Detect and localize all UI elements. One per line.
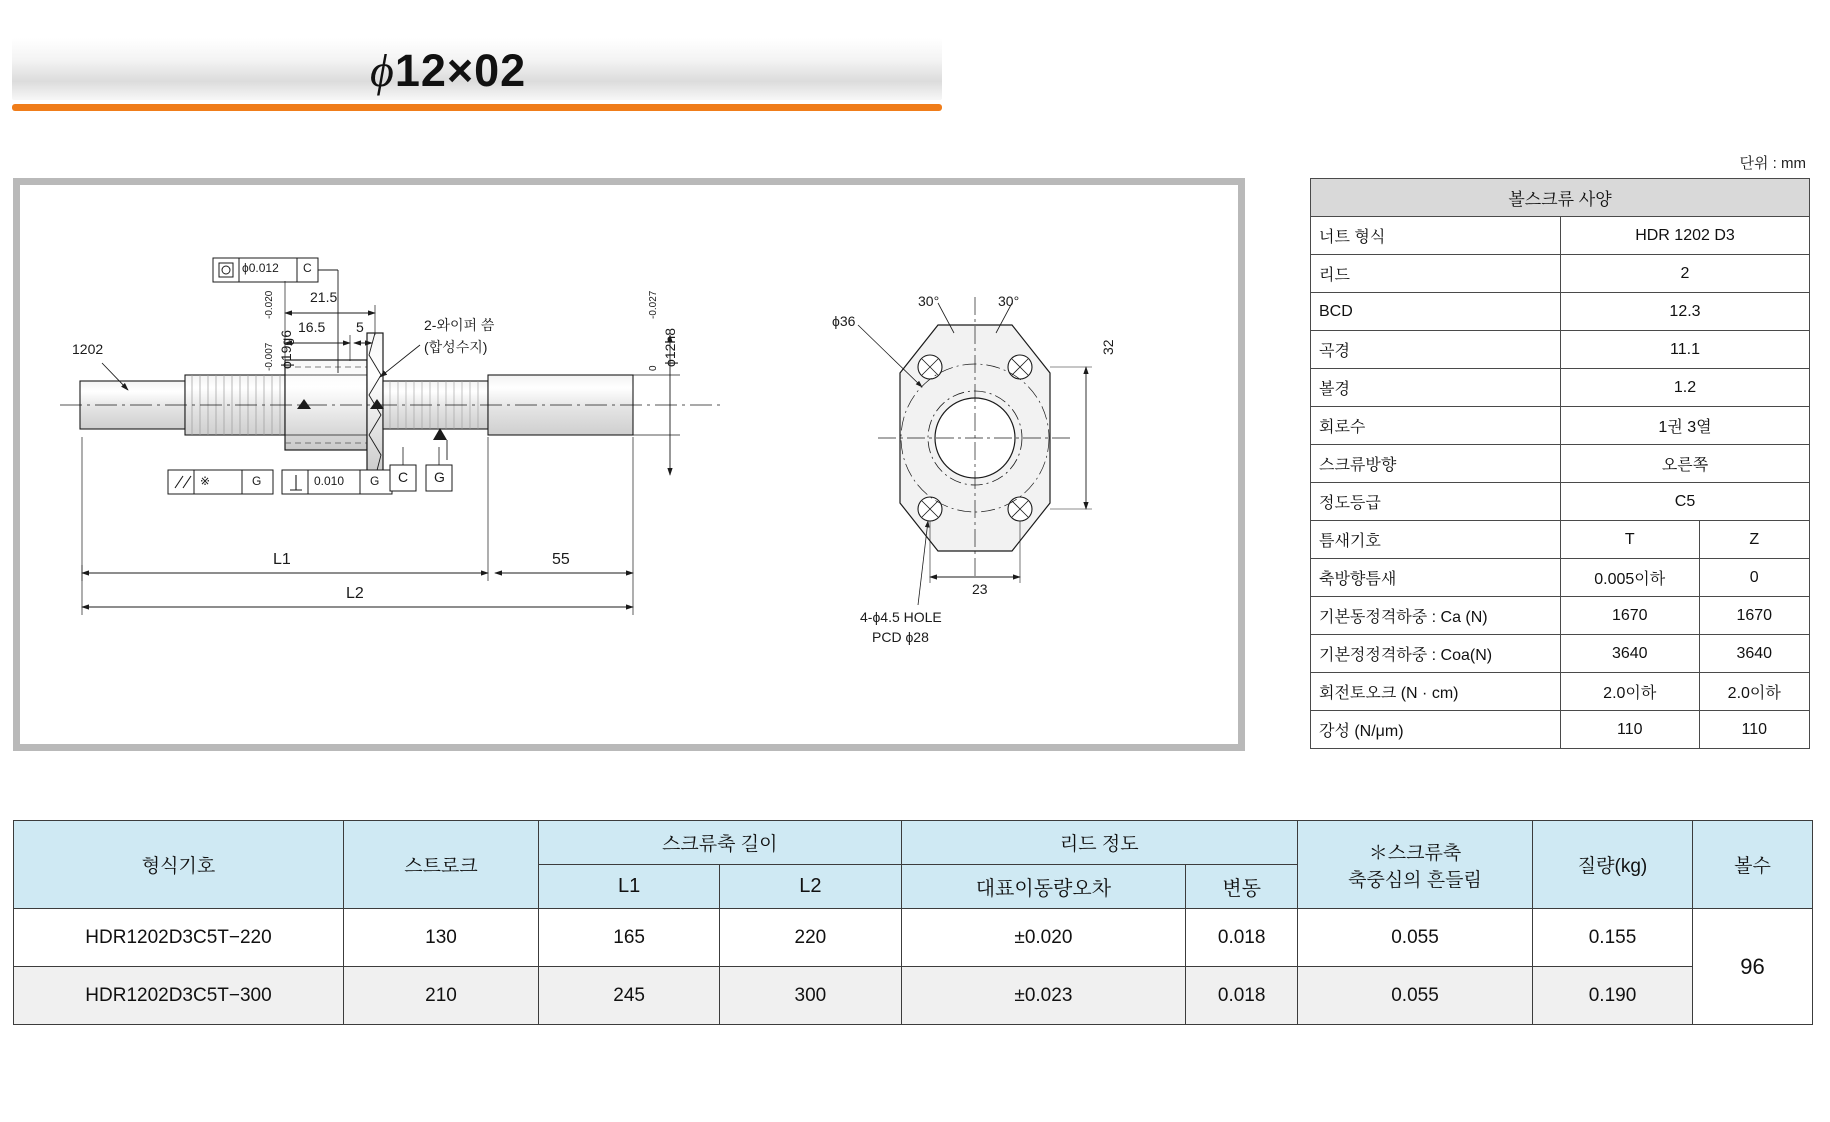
angle-30-right: 30° <box>998 293 1020 309</box>
cell-variation-220: 0.018 <box>1186 909 1298 967</box>
cell-mass-300: 0.190 <box>1533 967 1693 1025</box>
spec-table-body <box>1311 179 1810 749</box>
header-accent-bar <box>12 104 942 111</box>
spec-row-dynamic-load <box>1311 597 1810 635</box>
note-pcd: PCD ϕ28 <box>872 629 929 645</box>
col-l2: L2 <box>720 865 901 909</box>
col-stroke: 스트로크 <box>344 821 539 909</box>
note-hole: 4-ϕ4.5 HOLE <box>860 609 942 625</box>
spec-row-bcd <box>1311 293 1810 331</box>
spec-value-nut-type: HDR 1202 D3 <box>1561 217 1810 255</box>
spec-value-circuits: 1권 3열 <box>1561 407 1810 445</box>
dim-dia-12h8: ϕ12h8 <box>662 328 678 367</box>
spec-label-bcd: BCD <box>1311 293 1561 331</box>
angle-30-left: 30° <box>918 293 940 309</box>
dim-L1: L1 <box>273 551 291 568</box>
spec-label-direction: 스크류방향 <box>1311 445 1561 483</box>
spec-value-static-load-z: 3640 <box>1699 635 1810 673</box>
spec-label-groove-dia: 곡경 <box>1311 331 1561 369</box>
col-bolt: 볼수 <box>1693 821 1813 909</box>
dim-5: 5 <box>356 319 364 335</box>
spec-value-dynamic-load-z: 1670 <box>1699 597 1810 635</box>
datum-box-c: C <box>398 469 409 485</box>
label-wiper-seal: 2-와이퍼 씀 <box>424 317 495 333</box>
dim-L2: L2 <box>346 585 364 602</box>
datum-box-g: G <box>434 469 445 485</box>
dim-dia-19g6: ϕ19g6 <box>278 330 294 369</box>
spec-row-nut-type <box>1311 217 1810 255</box>
spec-label-rigidity: 강성 (N/μm) <box>1311 711 1561 749</box>
col-shaft-runout <box>1298 821 1533 909</box>
spec-value-bcd: 12.3 <box>1561 293 1810 331</box>
label-wiper-seal-material: (합성수지) <box>424 339 488 355</box>
spec-row-lead <box>1311 255 1810 293</box>
technical-drawing-panel <box>13 178 1245 751</box>
spec-row-axial-clearance <box>1311 559 1810 597</box>
dim-21-5: 21.5 <box>310 289 338 305</box>
cell-bolt-count: 96 <box>1693 909 1813 1025</box>
col-travel-error: 대표이동량오차 <box>901 865 1186 909</box>
spec-row-circuits <box>1311 407 1810 445</box>
cell-runout-300: 0.055 <box>1298 967 1533 1025</box>
page-title <box>370 44 526 97</box>
label-datum-c-top: C <box>303 261 312 275</box>
cell-mass-220: 0.155 <box>1533 909 1693 967</box>
spec-value-groove-dia: 11.1 <box>1561 331 1810 369</box>
page-title-size: 12×02 <box>394 45 527 96</box>
spec-label-accuracy-grade: 정도등급 <box>1311 483 1561 521</box>
ctrl-perp-value: 0.010 <box>314 474 345 488</box>
ctrl-perp-datum: G <box>370 474 380 488</box>
spec-label-nut-type: 너트 형식 <box>1311 217 1561 255</box>
spec-label-dynamic-load: 기본동정격하중 : Ca (N) <box>1311 597 1561 635</box>
spec-value-axial-clearance-z: 0 <box>1699 559 1810 597</box>
col-model: 형식기호 <box>14 821 344 909</box>
spec-value-accuracy-grade: C5 <box>1561 483 1810 521</box>
spec-row-accuracy-grade <box>1311 483 1810 521</box>
dim-dia-19g6-upper: -0.007 <box>264 342 275 371</box>
col-l1: L1 <box>539 865 720 909</box>
col-variation: 변동 <box>1186 865 1298 909</box>
dim-16-5: 16.5 <box>298 319 326 335</box>
model-table-head <box>14 821 1813 909</box>
ctrl-parallel-value: ※ <box>200 474 211 488</box>
cell-travel-error-300: ±0.023 <box>901 967 1186 1025</box>
spec-label-clearance-symbol: 틈새기호 <box>1311 521 1561 559</box>
drawing-canvas <box>20 185 1238 744</box>
spec-value-static-load-t: 3640 <box>1561 635 1700 673</box>
spec-row-rigidity <box>1311 711 1810 749</box>
cell-l1-220: 165 <box>539 909 720 967</box>
dim-32: 32 <box>1100 339 1116 355</box>
spec-row-torque <box>1311 673 1810 711</box>
cell-stroke-300: 210 <box>344 967 539 1025</box>
col-shaft-runout-line1: ＊스크류축 <box>1368 842 1462 864</box>
dim-23: 23 <box>972 581 988 597</box>
dim-55: 55 <box>552 551 570 568</box>
col-mass: 질량(kg) <box>1533 821 1693 909</box>
cell-model-220: HDR1202D3C5T−220 <box>14 909 344 967</box>
spec-row-groove-dia <box>1311 331 1810 369</box>
table-row <box>14 909 1813 967</box>
spec-value-rigidity-t: 110 <box>1561 711 1700 749</box>
spec-table-title: 볼스크류 사양 <box>1311 179 1810 217</box>
spec-value-axial-clearance-t: 0.005이하 <box>1561 559 1700 597</box>
ball-screw-drawing-svg <box>20 185 1238 744</box>
spec-row-clearance-symbol <box>1311 521 1810 559</box>
ctrl-parallel-datum: G <box>252 474 262 488</box>
spec-value-clearance-symbol-z: Z <box>1699 521 1810 559</box>
cell-l2-220: 220 <box>720 909 901 967</box>
label-tol-flatness: ϕ0.012 <box>242 261 279 275</box>
cell-l1-300: 245 <box>539 967 720 1025</box>
model-dimension-table <box>13 820 1813 1025</box>
cell-l2-300: 300 <box>720 967 901 1025</box>
spec-row-direction <box>1311 445 1810 483</box>
spec-row-ball-dia <box>1311 369 1810 407</box>
spec-label-lead: 리드 <box>1311 255 1561 293</box>
spec-table-header-row <box>1311 179 1810 217</box>
spec-label-torque: 회전토오크 (N · cm) <box>1311 673 1561 711</box>
model-table-header-row-1 <box>14 821 1813 865</box>
ball-screw-spec-table <box>1310 178 1810 749</box>
cell-model-300: HDR1202D3C5T−300 <box>14 967 344 1025</box>
col-lead-accuracy: 리드 정도 <box>901 821 1298 865</box>
spec-value-rigidity-z: 110 <box>1699 711 1810 749</box>
spec-value-torque-t: 2.0이하 <box>1561 673 1700 711</box>
spec-value-lead: 2 <box>1561 255 1810 293</box>
spec-label-ball-dia: 볼경 <box>1311 369 1561 407</box>
dim-dia-19g6-lower: -0.020 <box>264 290 275 319</box>
col-screw-length: 스크류축 길이 <box>539 821 902 865</box>
spec-value-torque-z: 2.0이하 <box>1699 673 1810 711</box>
spec-label-axial-clearance: 축방향틈새 <box>1311 559 1561 597</box>
spec-value-direction: 오른쪽 <box>1561 445 1810 483</box>
model-table-body <box>14 909 1813 1025</box>
spec-label-static-load: 기본정정격하중 : Coa(N) <box>1311 635 1561 673</box>
cell-runout-220: 0.055 <box>1298 909 1533 967</box>
spec-value-clearance-symbol-t: T <box>1561 521 1700 559</box>
unit-note: 단위 : mm <box>1739 155 1806 172</box>
spec-row-static-load <box>1311 635 1810 673</box>
spec-label-circuits: 회로수 <box>1311 407 1561 445</box>
table-row <box>14 967 1813 1025</box>
label-part-no: 1202 <box>72 341 104 357</box>
dim-dia-12h8-lower: -0.027 <box>648 290 659 319</box>
cell-travel-error-220: ±0.020 <box>901 909 1186 967</box>
cell-stroke-220: 130 <box>344 909 539 967</box>
col-shaft-runout-line2: 축중심의 흔들림 <box>1348 869 1482 891</box>
cell-variation-300: 0.018 <box>1186 967 1298 1025</box>
spec-value-ball-dia: 1.2 <box>1561 369 1810 407</box>
dim-dia-36: ϕ36 <box>832 313 856 329</box>
page-title-phi: ϕ <box>370 45 395 96</box>
spec-value-dynamic-load-t: 1670 <box>1561 597 1700 635</box>
dim-dia-12h8-upper: 0 <box>648 365 659 371</box>
